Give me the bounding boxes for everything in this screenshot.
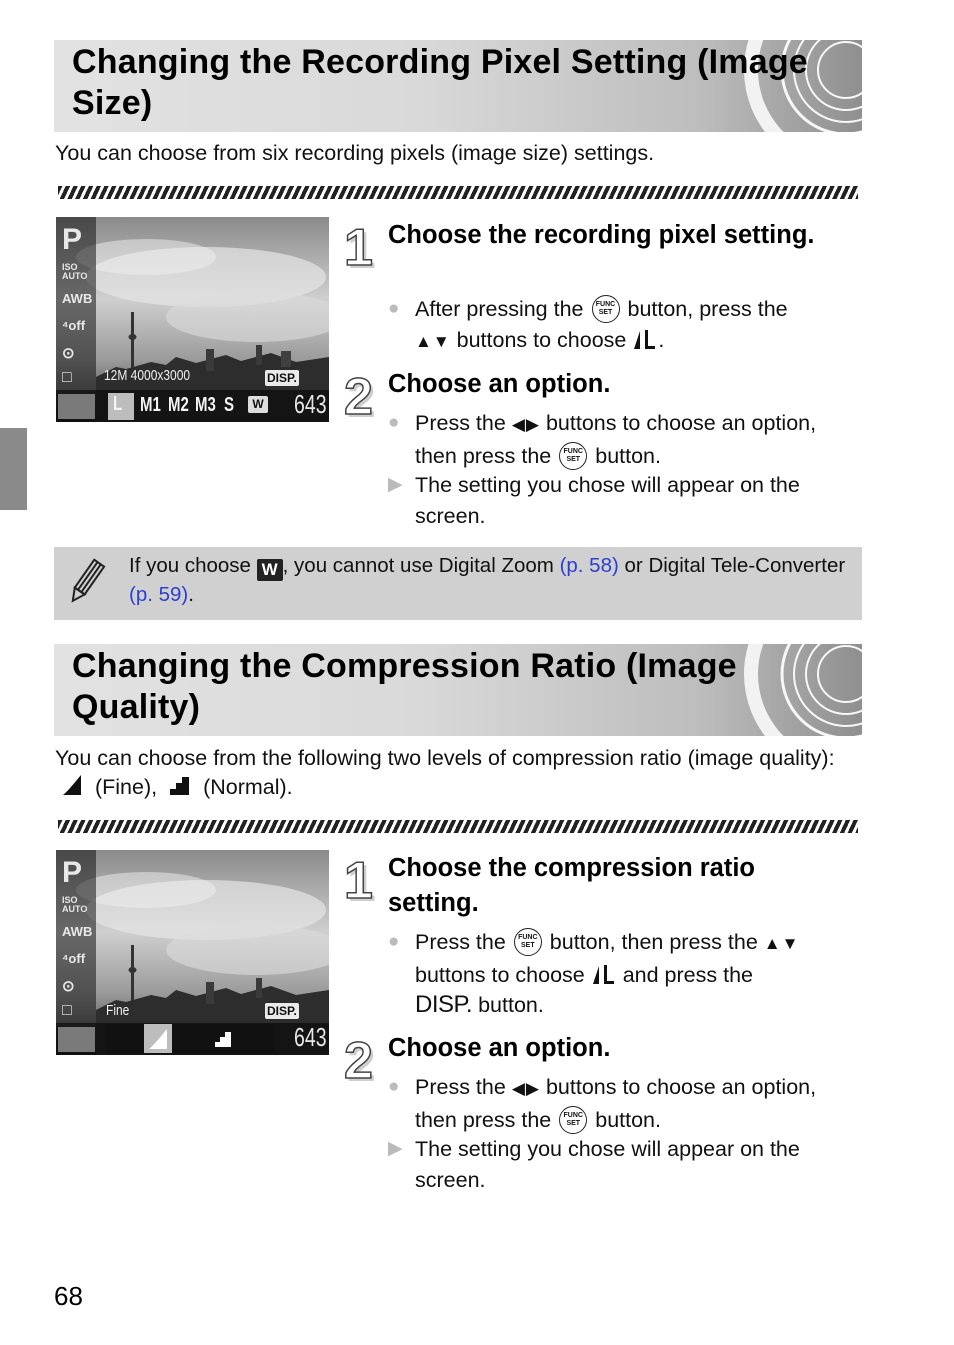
step-instruction — [388, 408, 858, 471]
result-text: The setting you chose will appear on the screen. — [415, 473, 800, 528]
disp-badge: DISP. — [267, 1004, 297, 1018]
iso-auto-icon: ISO AUTO — [62, 262, 88, 281]
intro-text: You can choose from the following two levels of compression ratio (image quality): (Fine), (Normal). — [55, 746, 835, 799]
mode-indicator: P — [62, 856, 83, 889]
page-link-58[interactable]: (p. 58) — [559, 554, 619, 577]
left-right-arrows-icon: ◀▶ — [511, 415, 540, 434]
drive-mode-icon: □ — [62, 1002, 72, 1019]
section-title: Changing the Compression Ratio (Image Quality) — [72, 647, 737, 726]
func-set-button-icon — [559, 1106, 587, 1134]
hatched-divider — [58, 186, 858, 199]
metering-icon: ⊙ — [62, 345, 75, 362]
bullet-icon: ● — [388, 298, 400, 319]
image-size-menu-icon — [58, 394, 95, 419]
result-arrow-icon: ▶ — [388, 474, 403, 495]
size-option-S: S — [224, 394, 235, 416]
iso-auto-icon: ISO AUTO — [62, 895, 88, 914]
left-right-arrows-icon: ◀▶ — [511, 1079, 540, 1098]
chapter-thumb-tab — [0, 428, 27, 510]
quality-option-strip — [106, 1024, 274, 1053]
step-instruction: ● Press the FUNC SET button, then press the ▲▼ buttons to choose and press the DISP. button. — [388, 927, 858, 1021]
step-title: Choose an option. — [388, 370, 611, 398]
bullet-icon: ● — [388, 1076, 400, 1097]
camera-screen-image-quality — [56, 850, 329, 1055]
up-down-arrows-icon: ▲▼ — [763, 934, 800, 953]
step-number: 2 — [344, 1032, 373, 1090]
result-text: The setting you chose will appear on the screen. — [415, 1137, 800, 1192]
step-instruction: ● Press the ◀▶ buttons to choose an option, then press the FUNC SET button. — [388, 1072, 858, 1135]
step-number: 1 — [344, 219, 373, 277]
widescreen-icon: W — [257, 559, 283, 581]
size-option-L: L — [113, 393, 123, 415]
instruction-text: . — [658, 327, 665, 352]
size-option-M2: M2 — [168, 394, 189, 416]
my-colors-off-icon: ⁴off — [62, 318, 86, 333]
white-balance-icon: AWB — [62, 291, 93, 306]
bullet-icon: ● — [388, 412, 400, 433]
note-text: If you choose W , you cannot use Digital Zoom (p. 58) or Digital Tele-Converter (p. 59). — [129, 554, 846, 606]
shots-remaining: 643 — [294, 1022, 327, 1052]
section-header-image-quality — [54, 644, 862, 736]
instruction-text: button. — [595, 443, 661, 468]
disp-badge: DISP. — [267, 371, 297, 385]
step-result — [388, 470, 858, 531]
pixel-info: 12M 4000x3000 — [104, 367, 191, 384]
step-instruction — [388, 294, 858, 357]
func-set-button-icon — [514, 928, 542, 956]
normal-quality-icon — [214, 1030, 232, 1048]
widescreen-icon: W — [248, 396, 268, 413]
section-header-image-size — [54, 40, 862, 132]
image-size-L-icon — [632, 327, 658, 351]
fine-quality-icon — [59, 774, 85, 796]
normal-quality-icon — [167, 774, 193, 796]
instruction-text: buttons to choose an option, then press the — [415, 411, 817, 468]
section-title: Changing the Recording Pixel Setting (Image Size) — [72, 43, 808, 122]
func-set-button-icon — [559, 442, 587, 470]
hatched-divider — [58, 820, 858, 833]
func-set-button-icon — [592, 295, 620, 323]
step-title: Choose the recording pixel setting. — [388, 221, 815, 249]
image-size-L-icon — [591, 962, 617, 986]
disp-button-label: DISP. — [415, 991, 473, 1018]
camera-screen-image-size — [56, 217, 329, 422]
size-option-M1: M1 — [140, 394, 161, 416]
my-colors-off-icon: ⁴off — [62, 951, 86, 966]
step-number: 2 — [344, 368, 373, 426]
quality-info: Fine — [106, 1002, 130, 1019]
fine-quality-icon — [147, 1028, 169, 1050]
step-title: Choose an option. — [388, 1034, 611, 1062]
step-result — [388, 1134, 858, 1195]
shots-remaining: 643 — [294, 389, 327, 419]
up-down-arrows-icon: ▲▼ — [415, 331, 451, 351]
step-number: 1 — [344, 852, 373, 910]
page-number: 68 — [54, 1281, 83, 1311]
note-box — [54, 547, 862, 620]
instruction-text: buttons to choose — [456, 327, 627, 352]
mode-indicator: P — [62, 223, 83, 256]
osd-bottom-bar — [56, 390, 329, 422]
bullet-icon: ● — [388, 931, 400, 952]
drive-mode-icon: □ — [62, 369, 72, 386]
step-title: Choose the compression ratio setting. — [388, 854, 755, 917]
intro-text: You can choose from six recording pixels (image size) settings. — [55, 141, 655, 165]
page-link-59[interactable]: (p. 59) — [129, 583, 189, 606]
instruction-text: Press the — [415, 411, 506, 435]
result-arrow-icon: ▶ — [388, 1138, 403, 1159]
image-size-menu-icon — [58, 1027, 95, 1052]
instruction-text: After pressing the — [415, 297, 584, 321]
metering-icon: ⊙ — [62, 978, 75, 995]
size-option-M3: M3 — [195, 394, 216, 416]
instruction-text: button, press the — [627, 297, 788, 321]
white-balance-icon: AWB — [62, 924, 93, 939]
pencil-note-icon — [66, 557, 106, 607]
